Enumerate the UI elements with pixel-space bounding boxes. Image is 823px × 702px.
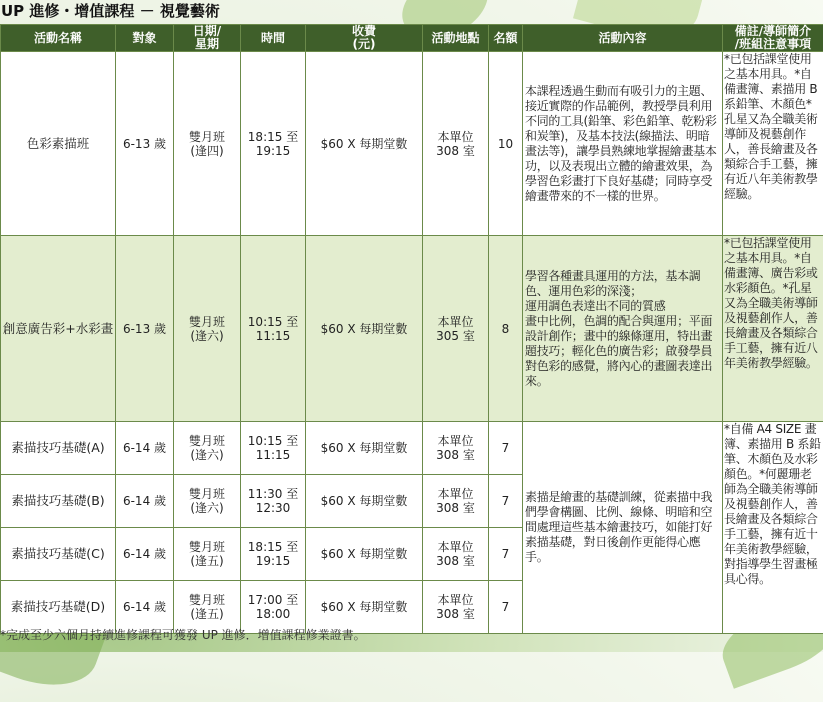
- course-time-line1: 10:15 至: [248, 434, 298, 448]
- course-notes: *已包括課堂使用之基本用具。*自備畫簿、素描用 B 系鉛筆、木顏色*孔星又為全職美術導師及視藝創作人，善長繪畫及各類綜合手工藝，擁有近八年美術教學經驗。: [723, 52, 823, 236]
- course-name: 創意廣告彩+水彩畫: [1, 236, 116, 422]
- course-fee: $60 X 每期堂數: [306, 236, 423, 422]
- header-venue: 活動地點: [423, 25, 489, 52]
- table-row: [1, 422, 823, 475]
- course-time: [241, 528, 306, 581]
- course-content-line3: 畫中比例，色調的配合與運用；平面設計創作；畫中的線條運用，特出畫題技巧；輕化色的廣告彩；啟發學員對色彩的感覺，將內心的畫圖表達出來。: [525, 314, 712, 388]
- course-name: 素描技巧基礎(A): [1, 422, 116, 475]
- course-time-line1: 17:00 至: [248, 593, 298, 607]
- course-target: 6-14 歲: [116, 422, 174, 475]
- course-date-line1: 雙月班: [189, 593, 225, 607]
- course-date-line1: 雙月班: [189, 315, 225, 329]
- course-time-line1: 18:15 至: [248, 130, 298, 144]
- course-date-line2: (逢六): [190, 448, 223, 462]
- header-fee: [306, 25, 423, 52]
- course-date-line1: 雙月班: [189, 434, 225, 448]
- course-date: [174, 52, 241, 236]
- course-fee: $60 X 每期堂數: [306, 528, 423, 581]
- course-time-line2: 19:15: [256, 554, 291, 568]
- course-venue-line1: 本單位: [437, 593, 473, 607]
- header-quota: 名額: [489, 25, 523, 52]
- course-quota: 7: [489, 528, 523, 581]
- course-name: 素描技巧基礎(D): [1, 581, 116, 634]
- course-date: [174, 528, 241, 581]
- course-target: 6-14 歲: [116, 581, 174, 634]
- course-time: [241, 422, 306, 475]
- header-target: 對象: [116, 25, 174, 52]
- course-time: [241, 236, 306, 422]
- course-notes: *自備 A4 SIZE 畫簿、素描用 B 系鉛筆、木顏色及水彩顏色。*何麗珊老師為全職美術導師及視藝創作人，善長繪畫及各類綜合手工藝，擁有近十年美術教學經驗，對指導學生習畫極具心得。: [723, 422, 823, 634]
- course-name: 色彩素描班: [1, 52, 116, 236]
- course-content: 素描是繪畫的基礎訓練，從素描中我們學會構圖、比例、線條、明暗和空間處理這些基本繪畫技巧，如能打好素描基礎，對日後創作更能得心應手。: [523, 422, 723, 634]
- course-date-line2: (逢六): [190, 501, 223, 515]
- course-time-line1: 18:15 至: [248, 540, 298, 554]
- course-time-line1: 10:15 至: [248, 315, 298, 329]
- course-venue: [423, 52, 489, 236]
- course-date: [174, 422, 241, 475]
- course-time-line2: 19:15: [256, 144, 291, 158]
- course-fee: $60 X 每期堂數: [306, 52, 423, 236]
- header-row: [1, 25, 823, 52]
- course-date-line2: (逢六): [190, 329, 223, 343]
- course-name: 素描技巧基礎(C): [1, 528, 116, 581]
- course-venue: [423, 475, 489, 528]
- course-date-line1: 雙月班: [189, 487, 225, 501]
- course-quota: 8: [489, 236, 523, 422]
- header-notes-line1: 備註/導師簡介: [735, 24, 811, 38]
- course-venue: [423, 528, 489, 581]
- page-title: UP 進修・增值課程 － 視覺藝術: [0, 0, 220, 22]
- course-time-line2: 18:00: [256, 607, 291, 621]
- course-venue-line2: 308 室: [436, 607, 475, 621]
- course-date-line2: (逢五): [190, 554, 223, 568]
- header-name: 活動名稱: [1, 25, 116, 52]
- course-date: [174, 236, 241, 422]
- course-date-line2: (逢四): [190, 144, 223, 158]
- course-venue-line2: 305 室: [436, 329, 475, 343]
- course-notes: *已包括課堂使用之基本用具。*自備畫簿、廣告彩或水彩顏色。*孔星又為全職美術導師及視藝創作人，善長繪畫及各類綜合手工藝，擁有近八年美術教學經驗。: [723, 236, 823, 422]
- course-venue-line2: 308 室: [436, 501, 475, 515]
- table-row: [1, 52, 823, 236]
- course-venue: [423, 422, 489, 475]
- course-venue-line2: 308 室: [436, 448, 475, 462]
- course-venue: [423, 581, 489, 634]
- header-notes: [723, 25, 823, 52]
- table-row: [1, 236, 823, 422]
- course-content-line2: 運用調色表達出不同的質感: [525, 299, 665, 313]
- course-quota: 7: [489, 422, 523, 475]
- course-content: 本課程透過生動而有吸引力的主題、接近實際的作品範例，教授學員利用不同的工具(鉛筆、彩色鉛筆、乾粉彩和炭筆)，及基本技法(線描法、明暗畫法等)，讓學員熟練地掌握繪畫基本功，以及表現出立體的繪畫效果，為學習色彩畫打下良好基礎；同時享受繪畫帶來的不一樣的世界。: [523, 52, 723, 236]
- footer-note: *完成至少六個月持續進修課程可獲發 UP 進修．增值課程修業證書。: [0, 626, 366, 643]
- header-time: 時間: [241, 25, 306, 52]
- course-venue: [423, 236, 489, 422]
- course-table: [0, 24, 823, 634]
- course-date-line1: 雙月班: [189, 540, 225, 554]
- header-content: 活動內容: [523, 25, 723, 52]
- course-time-line2: 11:15: [256, 448, 291, 462]
- course-fee: $60 X 每期堂數: [306, 475, 423, 528]
- course-venue-line1: 本單位: [437, 315, 473, 329]
- course-quota: 7: [489, 581, 523, 634]
- course-quota: 7: [489, 475, 523, 528]
- course-venue-line2: 308 室: [436, 144, 475, 158]
- course-time-line1: 11:30 至: [248, 487, 298, 501]
- course-name: 素描技巧基礎(B): [1, 475, 116, 528]
- course-time: [241, 52, 306, 236]
- course-venue-line1: 本單位: [437, 130, 473, 144]
- course-venue-line1: 本單位: [437, 540, 473, 554]
- course-fee: $60 X 每期堂數: [306, 581, 423, 634]
- header-fee-line2: (元): [353, 37, 376, 51]
- course-quota: 10: [489, 52, 523, 236]
- course-venue-line2: 308 室: [436, 554, 475, 568]
- course-target: 6-14 歲: [116, 475, 174, 528]
- course-content-line1: 學習各種畫具運用的方法，基本調色、運用色彩的深淺；: [525, 269, 701, 298]
- course-venue-line1: 本單位: [437, 487, 473, 501]
- course-content: [523, 236, 723, 422]
- course-venue-line1: 本單位: [437, 434, 473, 448]
- course-target: 6-13 歲: [116, 236, 174, 422]
- course-date: [174, 475, 241, 528]
- course-time: [241, 475, 306, 528]
- course-target: 6-13 歲: [116, 52, 174, 236]
- header-date-line1: 日期/: [193, 24, 221, 38]
- course-target: 6-14 歲: [116, 528, 174, 581]
- header-date-line2: 星期: [195, 37, 219, 51]
- course-time-line2: 12:30: [256, 501, 291, 515]
- header-date: [174, 25, 241, 52]
- header-fee-line1: 收費: [352, 24, 376, 38]
- course-time-line2: 11:15: [256, 329, 291, 343]
- header-notes-line2: /班組注意事項: [735, 37, 811, 51]
- course-fee: $60 X 每期堂數: [306, 422, 423, 475]
- course-date-line1: 雙月班: [189, 130, 225, 144]
- course-date-line2: (逢五): [190, 607, 223, 621]
